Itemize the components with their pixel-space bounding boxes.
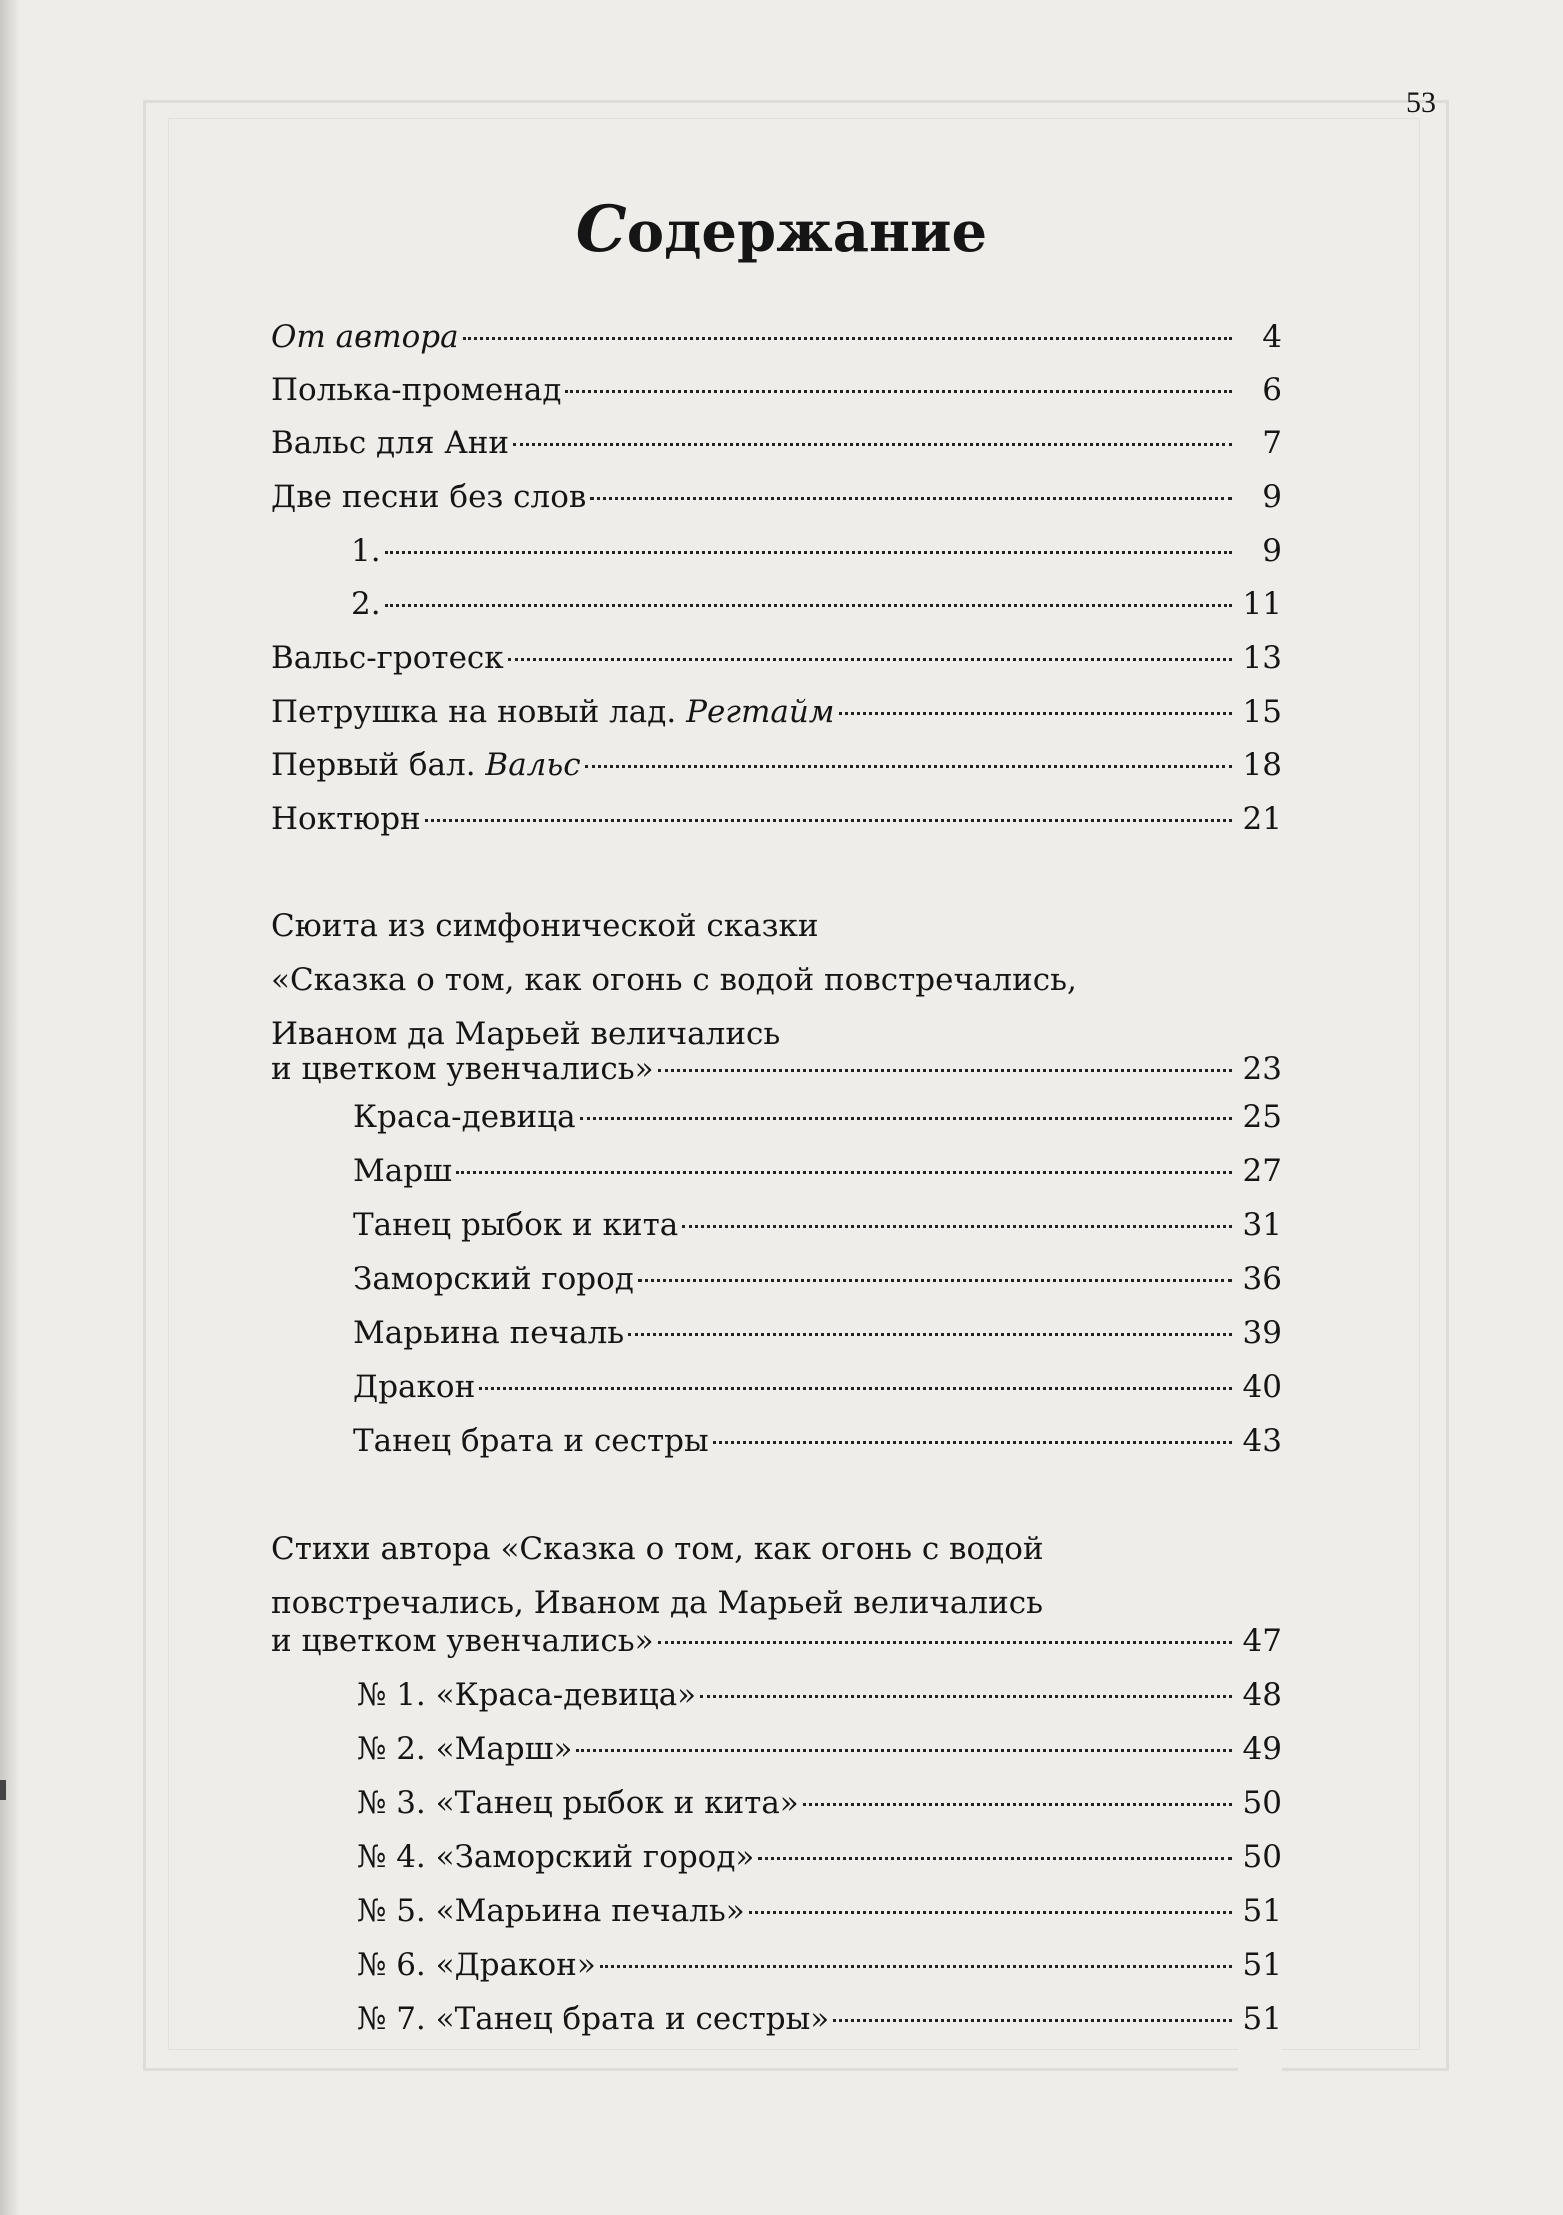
- toc-entry-page: 11: [1238, 585, 1282, 2215]
- leader-dots: [513, 443, 1232, 446]
- toc-entry-page: 21: [1238, 800, 1282, 2215]
- toc-entry-label: Вальс-гротеск: [271, 640, 504, 676]
- leader-dots: [713, 1441, 1232, 1444]
- leader-dots: [600, 1965, 1232, 1968]
- verses-heading-line: повстречались, Иваном да Марьей величались: [271, 1585, 1043, 1621]
- toc-entry-page: 7: [1238, 424, 1282, 2215]
- toc-entry-page: 18: [1238, 746, 1282, 2215]
- leader-dots: [508, 658, 1232, 661]
- leader-dots: [839, 712, 1232, 715]
- toc-entry-label-genre: Регтайм: [686, 694, 835, 730]
- leader-dots: [700, 1695, 1232, 1698]
- leader-dots: [585, 765, 1232, 768]
- toc-entry-page: 51: [1238, 1946, 1282, 2215]
- toc-entry-page: 25: [1238, 1098, 1282, 2215]
- leader-dots: [638, 1279, 1232, 1282]
- leader-dots: [833, 2019, 1232, 2022]
- toc-entry-label-genre: Вальс: [485, 747, 581, 783]
- leader-dots: [803, 1803, 1232, 1806]
- toc-entry-page: 40: [1238, 1368, 1282, 2215]
- toc-entry-label: Танец брата и сестры: [353, 1423, 709, 1459]
- page-number: 53: [1406, 86, 1436, 119]
- toc-entry-page: 39: [1238, 1314, 1282, 2215]
- toc-entry-label: Ноктюрн: [271, 801, 421, 837]
- toc-entry-label: Заморский город: [353, 1261, 634, 1297]
- leader-dots: [565, 390, 1232, 393]
- leader-dots: [425, 819, 1232, 822]
- toc-entry-page: 27: [1238, 1152, 1282, 2215]
- toc-entry-label: Вальс для Ани: [271, 425, 510, 461]
- toc-entry[interactable]: [357, 2000, 1282, 2215]
- leader-dots: [385, 604, 1232, 607]
- leader-dots: [758, 1857, 1232, 1860]
- toc-entry-label: Краса-девица: [353, 1099, 576, 1135]
- toc-entry-label: и цветком увенчались»: [271, 1051, 654, 1087]
- leader-dots: [456, 1171, 1232, 1174]
- toc-entry-page: 6: [1238, 371, 1282, 2215]
- toc-entry-page: 43: [1238, 1422, 1282, 2215]
- toc-entry-page: 31: [1238, 1206, 1282, 2215]
- toc-entry-label: От автора: [271, 319, 459, 355]
- leader-dots: [658, 1641, 1232, 1644]
- toc-entry-label: Дракон: [353, 1369, 476, 1405]
- suite-heading-line: Иваном да Марьей величались: [271, 1016, 781, 1052]
- leader-dots: [682, 1225, 1232, 1228]
- leader-dots: [590, 497, 1232, 500]
- toc-entry-label: Полька-променад: [271, 372, 562, 408]
- toc-entry-page: 51: [1238, 2000, 1282, 2215]
- leader-dots: [580, 1117, 1232, 1120]
- toc-entry-page: 15: [1238, 693, 1282, 2215]
- toc-entry-label: № 7. «Танец брата и сестры»: [357, 2001, 830, 2037]
- toc-entry-label: [271, 746, 581, 784]
- toc-entry-page: 51: [1238, 1892, 1282, 2215]
- toc-entry-label-text: Петрушка на новый лад.: [271, 694, 677, 730]
- toc-entry-page: 50: [1238, 1784, 1282, 2215]
- toc-entry-label: 2.: [351, 586, 381, 622]
- toc-entry-label: Марьина печаль: [353, 1315, 625, 1351]
- suite-heading-line: Сюита из симфонической сказки: [271, 908, 819, 944]
- toc-entry-label: и цветком увенчались»: [271, 1623, 654, 1659]
- toc-entry-label: № 2. «Марш»: [357, 1731, 573, 1767]
- toc-entry-page: 36: [1238, 1260, 1282, 2215]
- leader-dots: [479, 1387, 1232, 1390]
- toc-entry-label-text: Первый бал.: [271, 747, 476, 783]
- leader-dots: [658, 1069, 1232, 1072]
- toc-title-initial: С: [575, 192, 627, 267]
- toc-entry-page: 13: [1238, 639, 1282, 2215]
- leader-dots: [628, 1333, 1232, 1336]
- verses-heading-line: Стихи автора «Сказка о том, как огонь с водой: [271, 1531, 1044, 1567]
- toc-entry-page: 4: [1238, 318, 1282, 2215]
- toc-entry-label: № 4. «Заморский город»: [357, 1839, 755, 1875]
- toc-entry-label: 1.: [351, 533, 381, 569]
- toc-entry-label: Две песни без слов: [271, 479, 587, 515]
- toc-entry-page: 50: [1238, 1838, 1282, 2215]
- toc-entry-page: 48: [1238, 1676, 1282, 2215]
- leader-dots: [576, 1749, 1232, 1752]
- toc-title-rest: одержание: [626, 199, 988, 265]
- toc-entry-label: № 5. «Марьина печаль»: [357, 1893, 745, 1929]
- toc-entry-label: № 6. «Дракон»: [357, 1947, 596, 1983]
- toc-entry-page: 47: [1238, 1622, 1282, 2215]
- leader-dots: [749, 1911, 1232, 1914]
- toc-entry-label: Марш: [353, 1153, 452, 1189]
- toc-entry-page: 49: [1238, 1730, 1282, 2215]
- suite-heading-line: «Сказка о том, как огонь с водой повстречались,: [271, 962, 1077, 998]
- toc-entry-label: № 1. «Краса-девица»: [357, 1677, 697, 1713]
- toc-entry-page: 23: [1238, 1050, 1282, 2215]
- toc-entry-label: Танец рыбок и кита: [353, 1207, 679, 1243]
- toc-entry-label: № 3. «Танец рыбок и кита»: [357, 1785, 799, 1821]
- leader-dots: [463, 337, 1232, 340]
- toc-entry-page: 9: [1238, 532, 1282, 2215]
- toc-entry-page: 9: [1238, 478, 1282, 2215]
- leader-dots: [385, 551, 1232, 554]
- toc-entry-label: [271, 693, 835, 731]
